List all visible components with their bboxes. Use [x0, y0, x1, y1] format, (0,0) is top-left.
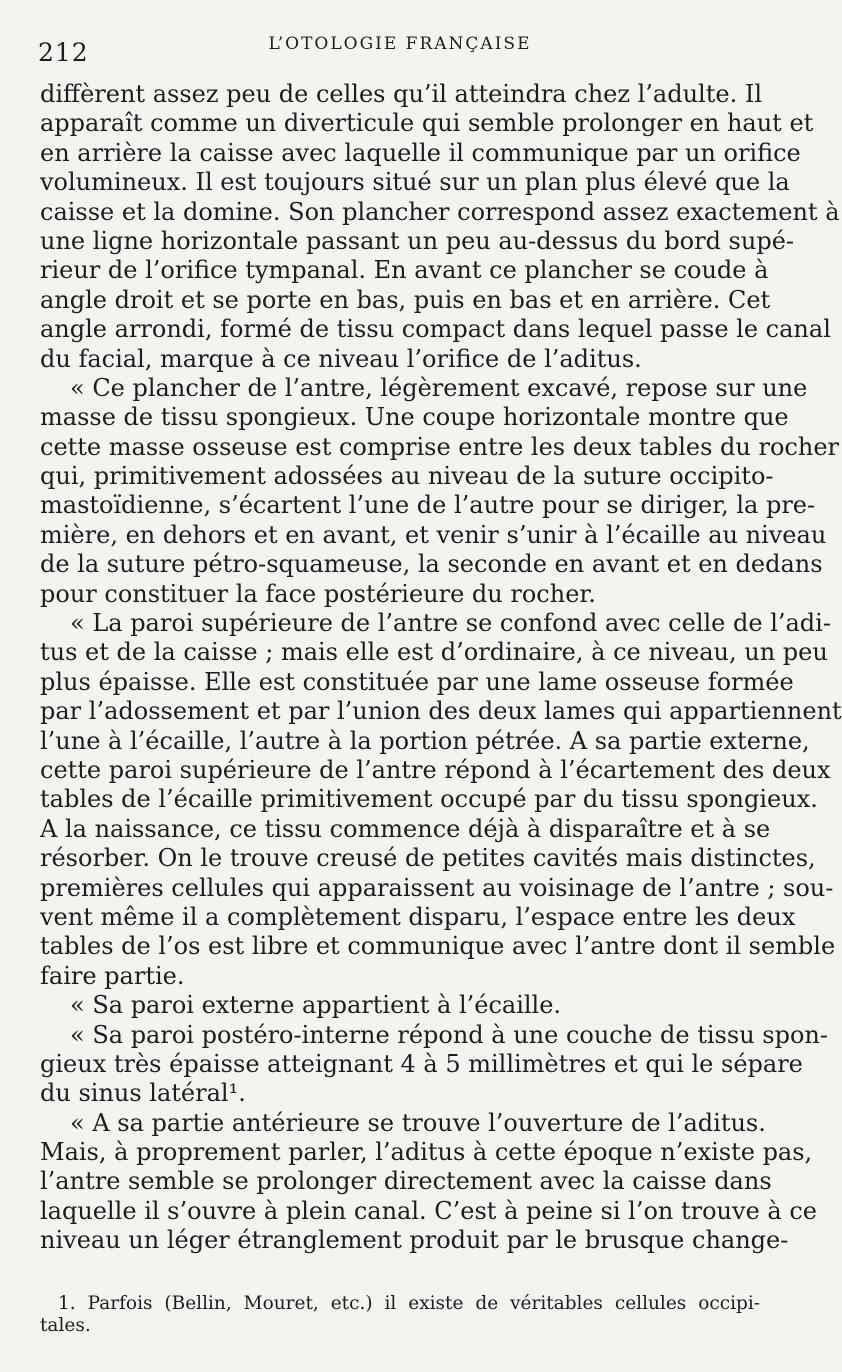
- footnote-line: 1. Parfois (Bellin, Mouret, etc.) il existe de véritables cellules occipi-: [58, 1293, 760, 1314]
- text-line: tables de l’écaille primitivement occupé par du tissu spongieux.: [40, 785, 818, 814]
- text-line: tables de l’os est libre et communique avec l’antre dont il semble: [40, 932, 836, 961]
- page-number: 212: [38, 38, 89, 67]
- text-line: apparaît comme un diverticule qui semble prolonger en haut et: [40, 109, 814, 138]
- text-line: mastoïdienne, s’écartent l’une de l’autre pour se diriger, la pre-: [40, 491, 816, 520]
- text-line: l’une à l’écaille, l’autre à la portion pétrée. A sa partie externe,: [40, 726, 810, 755]
- body-text: [40, 80, 842, 1256]
- text-line: de la suture pétro-squameuse, la seconde en avant et en dedans: [40, 550, 823, 579]
- running-title: L’OTOLOGIE FRANÇAISE: [268, 34, 532, 54]
- text-line: mière, en dehors et en avant, et venir s’unir à l’écaille au niveau: [40, 520, 827, 549]
- text-line: volumineux. Il est toujours situé sur un plan plus élevé que la: [40, 168, 790, 197]
- text-line: pour constituer la face postérieure du rocher.: [40, 579, 596, 608]
- text-line: « Sa paroi postéro-interne répond à une couche de tissu spon-: [70, 1020, 828, 1049]
- text-line: l’antre semble se prolonger directement avec la caisse dans: [40, 1167, 772, 1196]
- text-line: A la naissance, ce tissu commence déjà à disparaître et à se: [40, 814, 771, 843]
- text-line: résorber. On le trouve creusé de petites cavités mais distinctes,: [40, 844, 816, 873]
- text-line: gieux très épaisse atteignant 4 à 5 millimètres et qui le sépare: [40, 1049, 803, 1078]
- text-line: rieur de l’orifice tympanal. En avant ce plancher se coude à: [40, 256, 769, 285]
- text-line: « La paroi supérieure de l’antre se confond avec celle de l’adi-: [70, 609, 831, 638]
- text-line: du sinus latéral¹.: [40, 1079, 246, 1108]
- text-line: cette masse osseuse est comprise entre les deux tables du rocher: [40, 432, 839, 461]
- text-line: « Ce plancher de l’antre, légèrement excavé, repose sur une: [70, 373, 808, 402]
- text-line: Mais, à proprement parler, l’aditus à cette époque n’existe pas,: [40, 1138, 813, 1167]
- text-line: angle droit et se porte en bas, puis en bas et en arrière. Cet: [40, 285, 771, 314]
- text-line: en arrière la caisse avec laquelle il communique par un orifice: [40, 138, 801, 167]
- text-line: caisse et la domine. Son plancher correspond assez exactement à: [40, 197, 840, 226]
- text-line: tus et de la caisse ; mais elle est d’ordinaire, à ce niveau, un peu: [40, 638, 828, 667]
- text-line: « Sa paroi externe appartient à l’écaille.: [70, 991, 562, 1020]
- text-line: vent même il a complètement disparu, l’espace entre les deux: [40, 902, 796, 931]
- text-line: angle arrondi, formé de tissu compact dans lequel passe le canal: [40, 315, 831, 344]
- text-line: premières cellules qui apparaissent au voisinage de l’antre ; sou-: [40, 873, 834, 902]
- text-line: plus épaisse. Elle est constituée par une lame osseuse formée: [40, 667, 794, 696]
- text-line: diffèrent assez peu de celles qu’il atteindra chez l’adulte. Il: [40, 80, 762, 108]
- text-line: laquelle il s’ouvre à plein canal. C’est à peine si l’on trouve à ce: [40, 1196, 817, 1225]
- text-line: une ligne horizontale passant un peu au-dessus du bord supé-: [40, 226, 795, 255]
- text-line: qui, primitivement adossées au niveau de la suture occipito-: [40, 462, 774, 491]
- text-line: par l’adossement et par l’union des deux lames qui appartiennent: [40, 697, 842, 726]
- footnote: [40, 1293, 760, 1337]
- text-line: masse de tissu spongieux. Une coupe horizontale montre que: [40, 403, 789, 432]
- text-line: cette paroi supérieure de l’antre répond à l’écartement des deux: [40, 755, 831, 784]
- text-line: faire partie.: [40, 961, 185, 990]
- text-line: du facial, marque à ce niveau l’orifice de l’aditus.: [40, 344, 642, 373]
- text-line: niveau un léger étranglement produit par le brusque change-: [40, 1226, 789, 1255]
- text-line: « A sa partie antérieure se trouve l’ouverture de l’aditus.: [70, 1108, 766, 1137]
- footnote-line: tales.: [40, 1315, 91, 1336]
